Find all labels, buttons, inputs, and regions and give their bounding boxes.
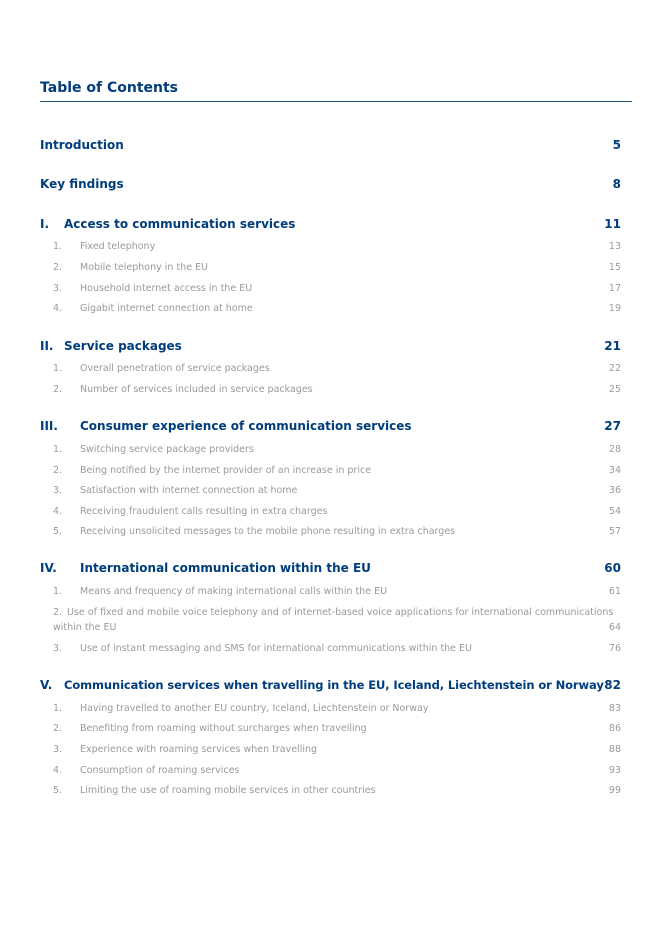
- toc-section-2[interactable]: [40, 338, 621, 354]
- subitem-page-number: 13: [608, 241, 621, 252]
- subitem-label: Gigabit internet connection at home: [80, 303, 253, 314]
- toc-subitem[interactable]: [40, 722, 621, 735]
- section-title: Communication services when travelling in the EU, Iceland, Liechtenstein or Norway: [64, 678, 604, 692]
- toc-subitem[interactable]: [40, 261, 621, 274]
- subitem-label: Limiting the use of roaming mobile services in other countries: [80, 785, 376, 796]
- subitem-page-number: 99: [608, 785, 621, 796]
- entry-page-number: 8: [612, 177, 621, 191]
- section-numeral: I.: [40, 217, 50, 231]
- subitem-label: Benefiting from roaming without surcharges when travelling: [80, 723, 367, 734]
- section-title: Access to communication services: [64, 217, 296, 231]
- section-page-number: 27: [604, 419, 621, 433]
- section-page-number: 60: [604, 561, 621, 575]
- subitem-page-number: 28: [608, 444, 621, 455]
- subitem-label: Satisfaction with internet connection at home: [80, 485, 298, 496]
- subitem-number: 4.: [53, 506, 63, 517]
- subitem-label-continuation: within the EU: [53, 622, 117, 633]
- toc-subitem[interactable]: [40, 362, 621, 375]
- subitem-number: 2.: [53, 723, 63, 734]
- subitem-number: 3.: [53, 643, 63, 654]
- toc-subitem[interactable]: [40, 585, 621, 598]
- subitem-label: Having travelled to another EU country, Iceland, Liechtenstein or Norway: [80, 703, 429, 714]
- subitem-number: 2.: [53, 465, 63, 476]
- subitem-page-number: 15: [608, 262, 621, 273]
- title-divider: [40, 101, 632, 102]
- toc-subitem[interactable]: [40, 443, 621, 456]
- subitem-page-number: 36: [608, 485, 621, 496]
- subitem-label: Number of services included in service packages: [80, 384, 313, 395]
- section-title: Service packages: [64, 339, 182, 353]
- subitem-label: Household internet access in the EU: [80, 283, 253, 294]
- toc-subitem[interactable]: [40, 606, 621, 634]
- subitem-label: Switching service package providers: [80, 444, 254, 455]
- subitem-number: 3.: [53, 283, 63, 294]
- toc-subitem[interactable]: [40, 642, 621, 655]
- subitem-label: Receiving unsolicited messages to the mobile phone resulting in extra charges: [80, 526, 456, 537]
- toc-subitem[interactable]: [40, 282, 621, 295]
- toc-subitem[interactable]: [40, 743, 621, 756]
- subitem-label: Consumption of roaming services: [80, 765, 240, 776]
- toc-entry-introduction[interactable]: [40, 137, 621, 153]
- subitem-page-number: 17: [608, 283, 621, 294]
- toc-subitem[interactable]: [40, 702, 621, 715]
- subitem-number: 2.: [53, 607, 63, 618]
- subitem-number: 1.: [53, 241, 63, 252]
- subitem-number: 2.: [53, 384, 63, 395]
- subitem-label: Fixed telephony: [80, 241, 156, 252]
- section-page-number: 21: [604, 339, 621, 353]
- toc-subitem[interactable]: [40, 784, 621, 797]
- section-page-number: 11: [604, 217, 621, 231]
- subitem-label: Overall penetration of service packages: [80, 363, 270, 374]
- subitem-page-number: 22: [608, 363, 621, 374]
- toc-subitem[interactable]: [40, 525, 621, 538]
- subitem-number: 1.: [53, 363, 63, 374]
- subitem-page-number: 25: [608, 384, 621, 395]
- subitem-page-number: 34: [608, 465, 621, 476]
- section-numeral: V.: [40, 678, 53, 692]
- toc-subitem[interactable]: [40, 240, 621, 253]
- subitem-number: 3.: [53, 744, 63, 755]
- section-numeral: IV.: [40, 561, 57, 575]
- section-title: International communication within the EU: [80, 561, 371, 575]
- toc-subitem[interactable]: [40, 505, 621, 518]
- subitem-number: 2.: [53, 262, 63, 273]
- subitem-number: 5.: [53, 785, 63, 796]
- subitem-label: Receiving fraudulent calls resulting in extra charges: [80, 506, 328, 517]
- subitem-number: 1.: [53, 444, 63, 455]
- toc-section-4[interactable]: [40, 560, 621, 576]
- subitem-page-number: 88: [608, 744, 621, 755]
- subitem-page-number: 57: [608, 526, 621, 537]
- toc-section-3[interactable]: [40, 418, 621, 434]
- subitem-page-number: 86: [608, 723, 621, 734]
- subitem-number: 5.: [53, 526, 63, 537]
- subitem-number: 4.: [53, 765, 63, 776]
- toc-section-1[interactable]: [40, 216, 621, 232]
- entry-page-number: 5: [612, 138, 621, 152]
- subitem-label: Mobile telephony in the EU: [80, 262, 209, 273]
- subitem-label: Means and frequency of making international calls within the EU: [80, 586, 388, 597]
- subitem-page-number: 19: [608, 303, 621, 314]
- subitem-page-number: 93: [608, 765, 621, 776]
- section-numeral: III.: [40, 419, 58, 433]
- subitem-label: Being notified by the internet provider of an increase in price: [80, 465, 372, 476]
- subitem-number: 1.: [53, 703, 63, 714]
- toc-entry-key-findings[interactable]: [40, 176, 621, 192]
- subitem-page-number: 61: [608, 586, 621, 597]
- toc-title: Table of Contents: [40, 80, 179, 96]
- subitem-page-number: 76: [608, 643, 621, 654]
- subitem-page-number: 54: [608, 506, 621, 517]
- subitem-page-number: 64: [608, 622, 621, 633]
- subitem-label: Experience with roaming services when travelling: [80, 744, 318, 755]
- toc-subitem[interactable]: [40, 484, 621, 497]
- section-title: Consumer experience of communication services: [80, 419, 412, 433]
- subitem-number: 3.: [53, 485, 63, 496]
- toc-subitem[interactable]: [40, 383, 621, 396]
- subitem-page-number: 83: [608, 703, 621, 714]
- subitem-number: 1.: [53, 586, 63, 597]
- toc-subitem[interactable]: [40, 464, 621, 477]
- toc-subitem[interactable]: [40, 764, 621, 777]
- section-page-number: 82: [604, 678, 621, 692]
- entry-label: Key findings: [40, 177, 124, 191]
- entry-label: Introduction: [40, 138, 124, 152]
- subitem-label: Use of instant messaging and SMS for international communications within the EU: [80, 643, 473, 654]
- toc-subitem[interactable]: [40, 302, 621, 315]
- section-numeral: II.: [40, 339, 54, 353]
- subitem-label: Use of fixed and mobile voice telephony and of internet-based voice applications for international communications: [67, 607, 614, 618]
- toc-section-5[interactable]: [40, 677, 621, 693]
- subitem-number: 4.: [53, 303, 63, 314]
